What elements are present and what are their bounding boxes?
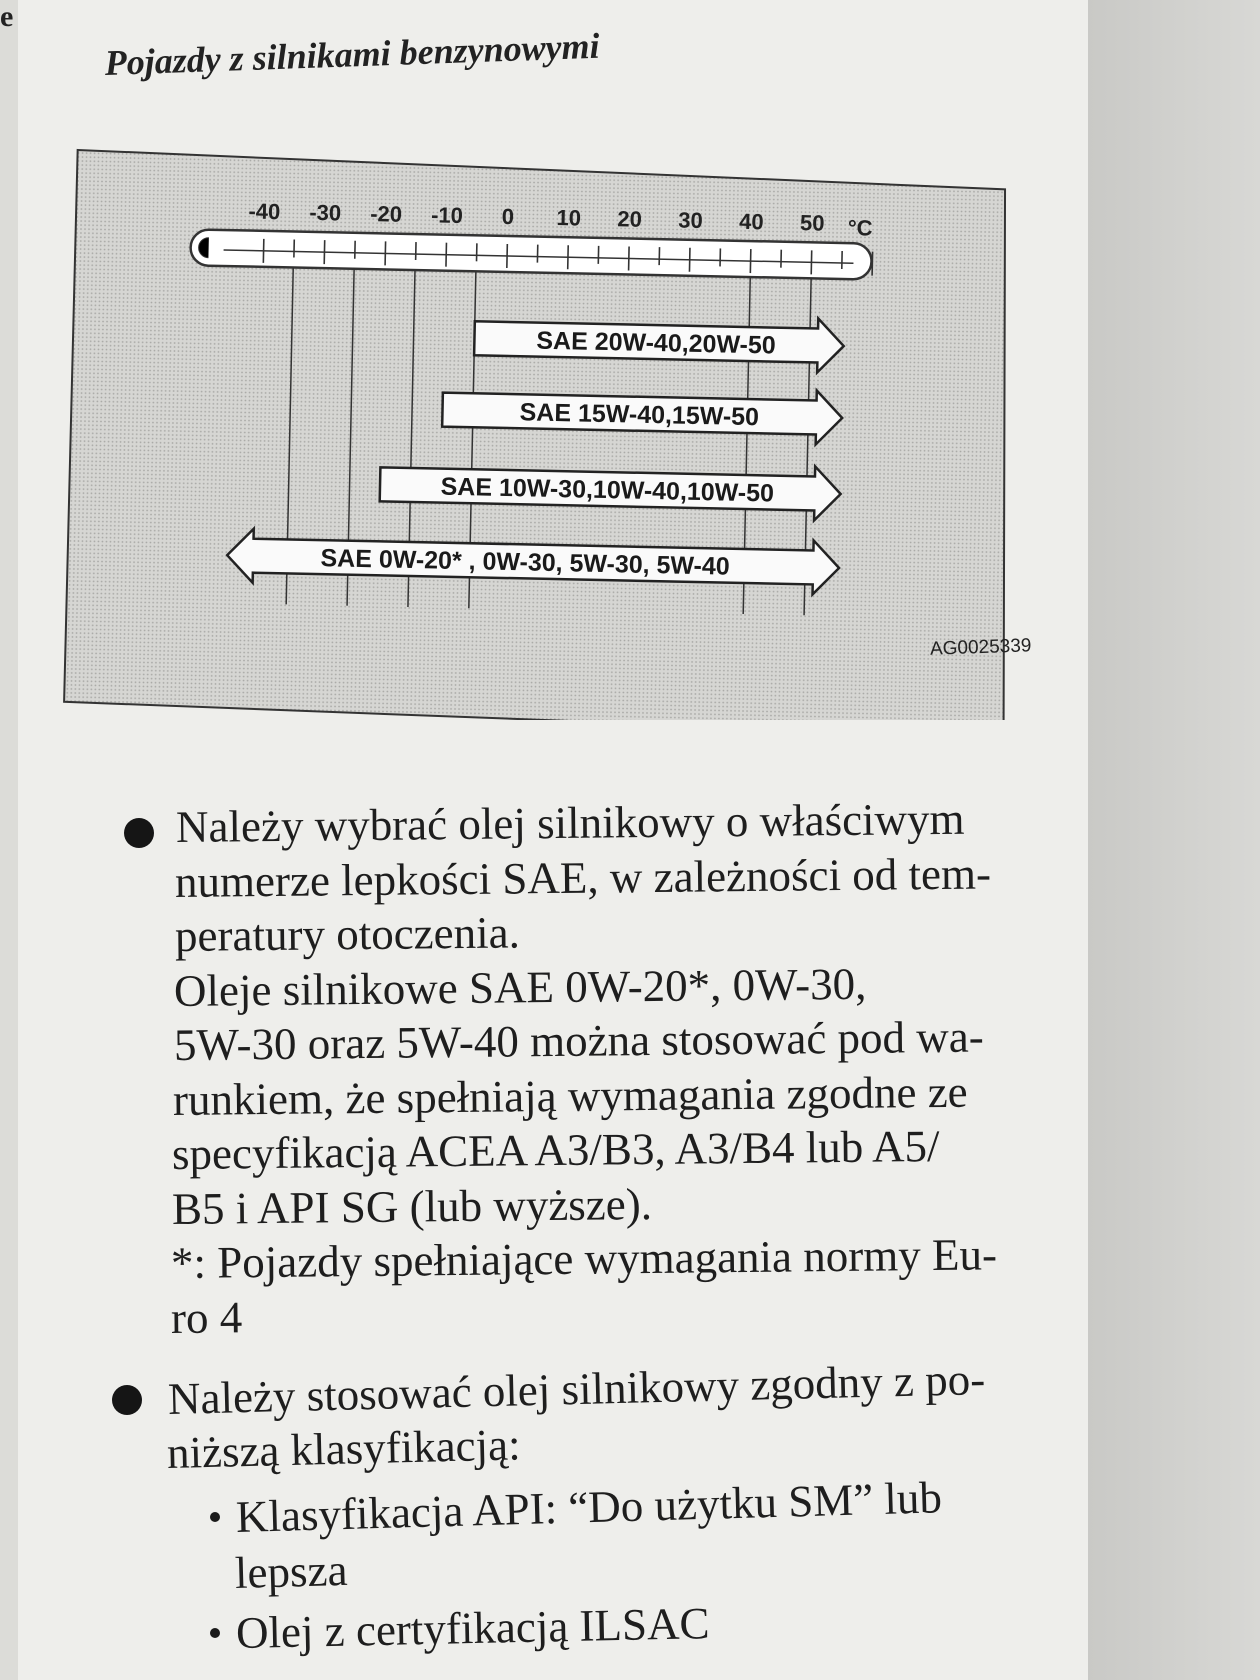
text-line: ro 4 [170,1291,243,1343]
text-line: lepsza [234,1544,349,1598]
bullet-icon [124,818,154,848]
text-line: *: Pojazdy spełniające wymagania normy Eu- [170,1229,998,1288]
tick-label: -40 [248,198,281,225]
tick-label: -30 [309,199,342,226]
text-line: B5 i API SG (lub wyższe). [171,1178,653,1234]
tick-label: 20 [617,206,643,232]
text-line: Oleje silnikowe SAE 0W-20*, 0W-30, [173,958,867,1016]
tick-label: 10 [556,204,582,231]
edge-letter: e [0,0,14,33]
viscosity-range-label: SAE 20W-40,20W-50 [536,326,777,360]
tick-label: -10 [430,202,464,229]
viscosity-range-label: SAE 10W-30,10W-40,10W-50 [440,472,775,508]
tick-label: -20 [370,201,403,227]
text-line: numerze lepkości SAE, w zależności od tem- [175,847,992,907]
text-line: Olej z certyfikacją ILSAC [235,1598,710,1658]
figure-code: AG0025339 [929,635,1032,660]
viscosity-range-label: SAE 0W-20* , 0W-30, 5W-30, 5W-40 [320,544,730,581]
text-line: Należy stosować olej silnikowy zgodny z po- [167,1354,986,1424]
text-line: Klasyfikacja API: “Do użytku SM” lub [235,1472,943,1542]
text-line: specyfikacją ACEA A3/B3, A3/B4 lub A5/ [172,1120,941,1179]
tick-label: 50 [799,210,825,236]
viscosity-range-label: SAE 15W-40,15W-50 [519,398,760,432]
tick-label: 30 [678,207,704,234]
text-line: niższą klasyfikacją: [166,1419,522,1478]
tick-label: 40 [738,208,764,235]
sub-bullet-icon [210,1628,220,1638]
bullet-icon [112,1385,142,1415]
tick-label: 0 [501,203,515,230]
text-line: peratury otoczenia. [174,907,520,961]
text-line: 5W-30 oraz 5W-40 można stosować pod wa- [173,1011,984,1070]
axis-unit-label: °C [847,215,873,241]
text-line: Należy wybrać olej silnikowy o właściwym [175,793,965,852]
section-title: Pojazdy z silnikami benzynowymi [104,25,601,83]
sub-bullet-icon [210,1512,220,1522]
text-line: runkiem, że spełniają wymagania zgodne ze [172,1066,968,1125]
